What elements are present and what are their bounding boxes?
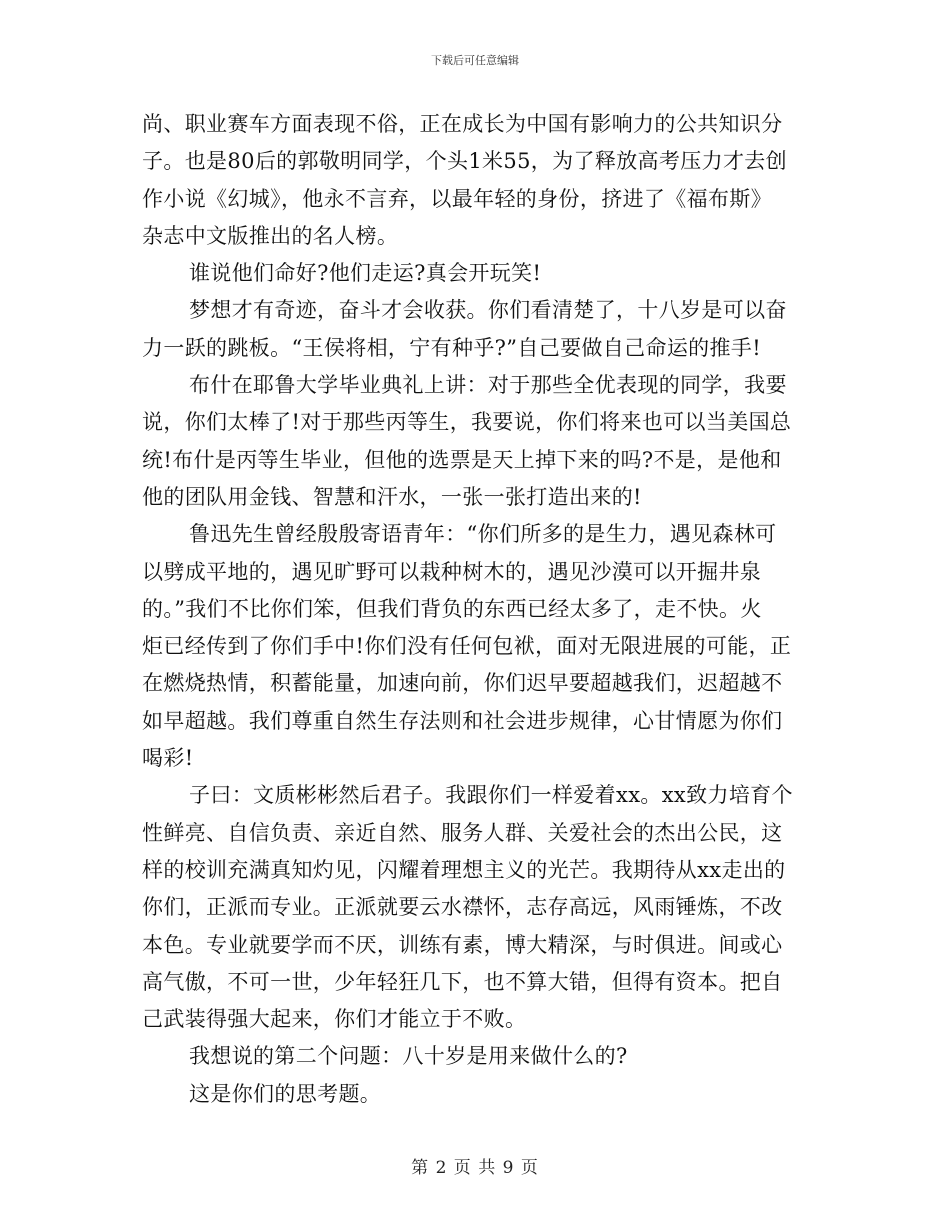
- paragraph-start-line: 梦想才有奇迹，奋斗才会收获。你们看清楚了，十八岁是可以奋: [189, 298, 787, 323]
- text-line: 说，你们太棒了!对于那些丙等生，我要说，你们将来也可以当美国总: [142, 410, 792, 435]
- text-line: 本色。专业就要学而不厌，训练有素，博大精深，与时俱进。间或心: [142, 932, 783, 957]
- text-line: 他的团队用金钱、智慧和汗水，一张一张打造出来的!: [142, 484, 642, 509]
- paragraph-start-line: 我想说的第二个问题：八十岁是用来做什么的?: [189, 1044, 628, 1069]
- text-line: 你们，正派而专业。正派就要云水襟怀，志存高远，风雨锤炼，不改: [142, 895, 783, 920]
- paragraph-start-line: 子曰：文质彬彬然后君子。我跟你们一样爱着xx。xx致力培育个: [189, 783, 793, 808]
- paragraph-start-line: 布什在耶鲁大学毕业典礼上讲：对于那些全优表现的同学，我要: [189, 373, 787, 398]
- page-header: 下载后可任意编辑: [431, 54, 519, 67]
- text-line: 在燃烧热情，积蓄能量，加速向前，你们迟早要超越我们，迟超越不: [142, 671, 783, 696]
- paragraph-start-line: 鲁迅先生曾经殷殷寄语青年：“你们所多的是生力，遇见森林可: [189, 522, 777, 547]
- text-line: 己武装得强大起来，你们才能立于不败。: [142, 1007, 527, 1032]
- text-line: 的。”我们不比你们笨，但我们背负的东西已经太多了，走不快。火: [142, 596, 762, 621]
- text-line: 以劈成平地的，遇见旷野可以栽种树木的，遇见沙漠可以开掘井泉: [142, 559, 762, 584]
- text-line: 作小说《幻城》，他永不言弃，以最年轻的身份，挤进了《福布斯》: [142, 186, 772, 211]
- text-line: 高气傲，不可一世，少年轻狂几下，也不算大错，但得有资本。把自: [142, 969, 783, 994]
- text-line: 如早超越。我们尊重自然生存法则和社会进步规律，心甘情愿为你们: [142, 708, 783, 733]
- page-number-footer: 第 2 页 共 9 页: [411, 1158, 539, 1178]
- text-line: 喝彩!: [142, 746, 194, 771]
- text-line: 统!布什是丙等生毕业，但他的选票是天上掉下来的吗?不是，是他和: [142, 447, 782, 472]
- paragraph-start-line: 这是你们的思考题。: [189, 1081, 382, 1106]
- text-line: 炬已经传到了你们手中!你们没有任何包袱，面对无限进展的可能，正: [142, 634, 792, 659]
- text-line: 子。也是80后的郭敬明同学，个头1米55，为了释放高考压力才去创: [142, 149, 788, 174]
- text-line: 样的校训充满真知灼见，闪耀着理想主义的光芒。我期待从xx走出的: [142, 857, 786, 882]
- text-line: 性鲜亮、自信负责、亲近自然、服务人群、关爱社会的杰出公民，这: [142, 820, 783, 845]
- text-line: 杂志中文版推出的名人榜。: [142, 223, 399, 248]
- text-line: 力一跃的跳板。“王侯将相，宁有种乎?”自己要做自己命运的推手!: [142, 335, 762, 360]
- paragraph-start-line: 谁说他们命好?他们走运?真会开玩笑!: [189, 261, 542, 286]
- document-body: [142, 106, 812, 1113]
- text-line: 尚、职业赛车方面表现不俗，正在成长为中国有影响力的公共知识分: [142, 112, 783, 136]
